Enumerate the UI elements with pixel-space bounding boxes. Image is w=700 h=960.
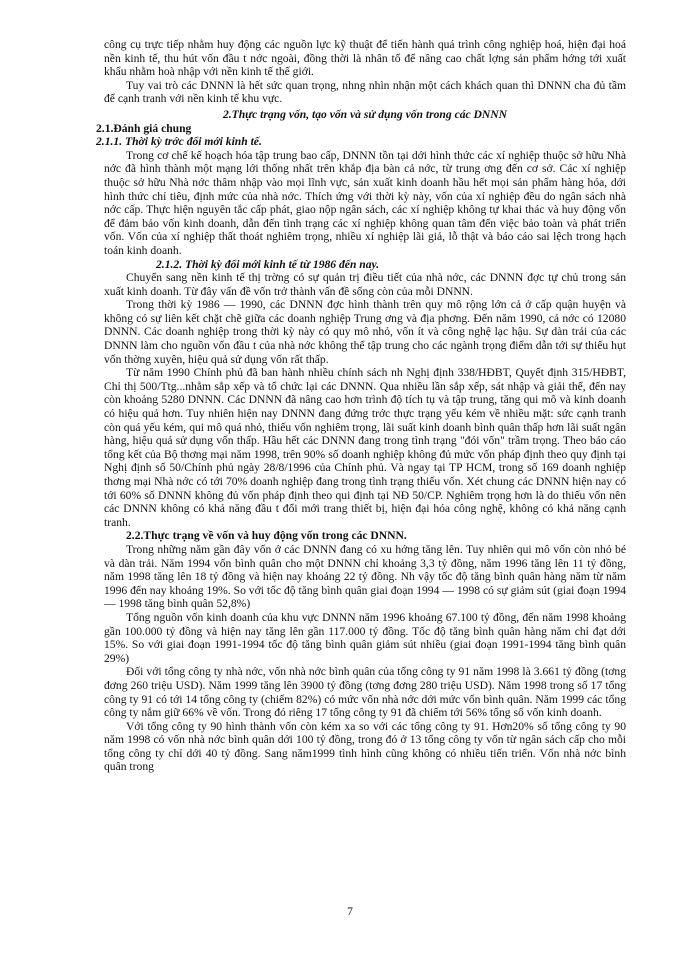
section-heading-2-1-2: 2.1.2. Thời kỳ đổi mới kinh tế từ 1986 đến nay.: [156, 257, 380, 271]
section-heading-2-2: 2.2.Thực trạng về vốn và huy động vốn trong các DNNN.: [126, 529, 407, 543]
paragraph-before-reform: Trong cơ chế kế hoạch hóa tập trung bao cấp, DNNN tồn tại dới hình thức các xí nghiệp thuộc sở hữu Nhà nớc đã hình thành một mạng lới thống nhất trên khắp địa bàn cả nớc, từ trung ơng đến cơ sở. Các xí nghiệp thuộc sở hữu Nhà nớc thâm nhập vào mọi lĩnh vực, sản xuất kinh doanh hầu hết mọi sản phẩm hàng hóa, dới hình thức chỉ tiêu, định mức của nhà nớc. Thích ứng với thời kỳ này, vốn của xí nghiệp đều do ngân sách nhà nớc cấp. Thực hiện nguyên tắc cấp phát, giao nộp ngân sách, các xí nghiệp không tự khai thác và huy động vốn để đảm bảo vốn kinh doanh, dẫn đến tình trạng các xí nghiệp không quan tâm đến việc bảo toàn và phát triển vốn. Vốn của xí nghiệp thất thoát nghiêm trọng, nhiều xí nghiệp lãi giả, lỗ thật và báo cáo sai lệch trong hạch toán kinh doanh.: [104, 148, 626, 257]
section-heading-2-1: 2.1.Đánh giá chung: [96, 121, 192, 135]
capital-paragraph-3: Đối với tổng công ty nhà nớc, vốn nhà nớc bình quân của tổng công ty 91 năm 1998 là 3.661 tỷ đồng (tơng đơng 260 triệu USD). Năm 1999 tăng lên 3900 tỷ đồng (tơng đơng 280 triệu USD). Năm 1998 trong số 17 tổng công ty 91 có tới 14 tổng công ty (chiếm 82%) có mức vốn nhà nớc dới mức vốn bình quân. Năm 1999 các tổng công ty nắm giữ 66% về vốn. Trong đó riêng 17 tổng công ty 91 đã chiếm tới 56% tổng số vốn kinh doanh.: [104, 665, 626, 720]
intro-paragraph-2: Tuy vai trò các DNNN là hết sức quan trọng, nhng nhìn nhận một cách khách quan thì DNNN cha đủ tầm để cạnh tranh với nền kinh tế khu vực.: [104, 78, 626, 106]
reform-paragraph-1: Chuyển sang nền kinh tế thị trờng có sự quản trị điều tiết của nhà nớc, các DNNN đợc tự chủ trong sản xuất kinh doanh. Từ đây vấn đề vốn trở thành vấn đề sống còn của mỗi DNNN.: [104, 271, 626, 298]
capital-paragraph-1: Trong những năm gần đây vốn ở các DNNN đang có xu hớng tăng lên. Tuy nhiên qui mô vốn còn nhỏ bé và dàn trải. Năm 1994 vốn bình quân cho một DNNN chỉ khoảng 3,3 tỷ đồng, năm 1996 tăng lên 11 tỷ đồng, năm 1998 tăng lên 18 tỷ đồng và hiện nay khoảng 22 tỷ đồng. Nh vậy tốc độ tăng bình quân hàng năm từ năm 1996 đến nay khoảng 19%. So với tốc độ tăng bình quân giai đoạn 1994 — 1998 có sự giảm sút (giai đoạn 1994 — 1998 tăng bình quân 52,8%): [104, 542, 626, 611]
reform-paragraph-3: Từ năm 1990 Chính phủ đã ban hành nhiều chính sách nh Nghị định 338/HĐBT, Quyết định 315/HĐBT, Chỉ thị 500/Ttg...nhằm sắp xếp và tổ chức lại các DNNN. Qua nhiều lần sắp xếp, sát nhập và giải thể, đến nay còn khoảng 5280 DNNN. Các DNNN đã nâng cao hơn trình độ tích tụ và tập trung, tăng qui mô và kinh doanh có hiệu quả hơn. Tuy nhiên hiện nay DNNN đang đứng trớc thực trạng yếu kém về nhiều mặt: sức cạnh tranh còn quá yếu kém, qui mô quá nhỏ, thiếu vốn nghiêm trọng, lãi suất kinh doanh bình quân thấp hơn lãi suất ngân hàng, hiệu quả sử dụng vốn thấp. Hầu hết các DNNN đang trong tình trạng "đói vốn" trầm trọng. Theo báo cáo tổng kết của Bộ thơng mại năm 1998, trên 90% số doanh nghiệp không đủ mức vốn pháp định theo quy định tại Nghị định số 50/Chính phủ ngày 28/8/1996 của Chính phủ. Và ngay tại TP HCM, trong số 169 doanh nghiệp thơng mại Nhà nớc có tới 70% doanh nghiệp đang trong tình trạng thiếu vốn. Xét chung các DNNN hiện nay có tới 60% số DNNN không đủ vốn pháp định theo qui định tại NĐ 50/CP. Nghiêm trọng hơn là do thiếu vốn nên các DNNN không có khả năng đầu t đổi mới trang thiết bị, hiện đại hóa công nghệ, không có khả năng cạnh tranh.: [104, 366, 626, 529]
capital-paragraph-2: Tổng nguồn vốn kinh doanh của khu vực DNNN năm 1996 khoảng 67.100 tỷ đồng, đến năm 1998 khoảng gần 100.000 tỷ đồng và hiện nay tăng lên gần 117.000 tỷ đồng. Tốc độ tăng bình quân hàng năm chỉ đạt dới 15%. So với giai đoạn 1991-1994 tốc độ tăng bình quân giảm sút nhiều (giai đoạn 1991-1994 tăng bình quân 29%): [104, 610, 626, 665]
reform-paragraph-2: Trong thời kỳ 1986 — 1990, các DNNN đợc hình thành trên quy mô rộng lớn cả ở cấp quận huyện và không có sự liên kết chặt chẽ giữa các doanh nghiệp Trung ơng và địa phơng. Đến năm 1990, cả nớc có 12080 DNNN. Các doanh nghiệp trong thời kỳ này có quy mô nhỏ, vốn ít và công nghệ lạc hậu. Sự dàn trải của các DNNN làm cho nguồn vốn đầu t của nhà nớc không thể tập trung cho các ngành trọng điểm dẫn tới sự thiếu hụt vốn thờng xuyên, hiệu quả sử dụng vốn rất thấp.: [104, 298, 626, 366]
capital-paragraph-4: Với tổng công ty 90 hình thành vốn còn kém xa so với các tổng công ty 91. Hơn20% số tổng công ty 90 năm 1998 có vốn nhà nớc bình quân dới 100 tỷ đồng, trong đó ở 13 tổng công ty vốn từ ngân sách cấp cho mỗi tổng công ty chỉ dới 40 tỷ đồng. Sang năm1999 tình hình cũng không có nhiều tiến triển. Vốn nhà nớc bình quân trong: [104, 719, 626, 774]
page-number: 7: [347, 905, 353, 918]
intro-paragraph-1: công cụ trực tiếp nhằm huy động các nguồn lực kỹ thuật để tiến hành quá trình công nghiệp hoá, hiện đại hoá nền kinh tế, thu hút vốn đầu t nớc ngoài, đồng thời là nhân tố để nâng cao chất lợng sản phẩm hớng tới xuất khẩu nhằm hoà nhập với nền kinh tế thế giới.: [104, 38, 626, 79]
section-heading-2-1-1: 2.1.1. Thời kỳ trớc đổi mới kinh tế.: [96, 135, 262, 149]
chapter-heading: 2.Thực trạng vốn, tạo vốn và sử dụng vốn trong các DNNN: [222, 107, 508, 121]
